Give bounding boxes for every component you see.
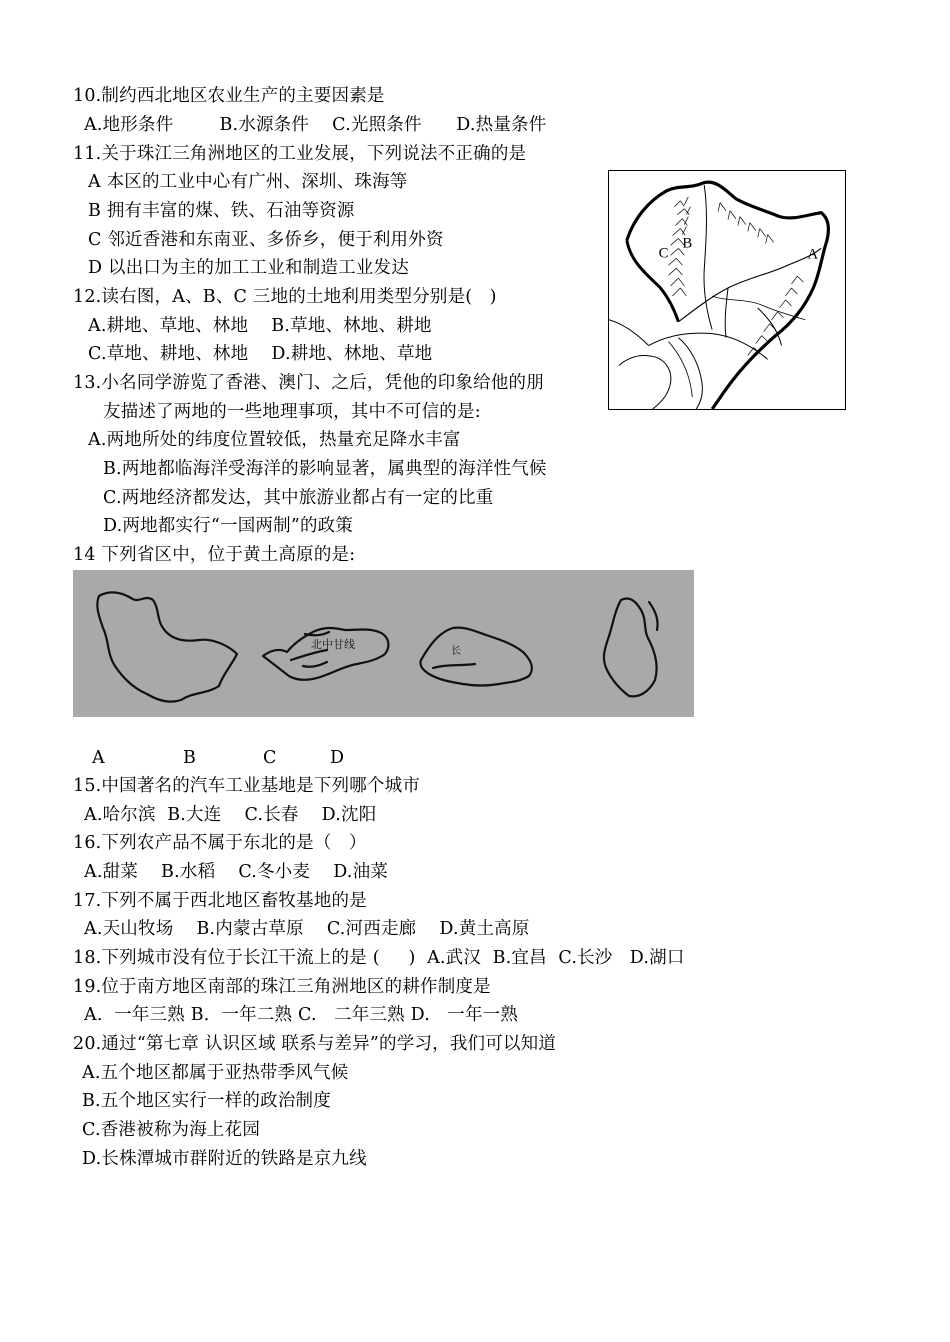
province-b-outline <box>263 628 388 680</box>
province-c-label: 长 <box>451 646 461 657</box>
q12-map <box>608 170 846 410</box>
map-label-a: A <box>807 246 819 263</box>
province-c-inner <box>433 664 475 668</box>
q20-option-b: B.五个地区实行一样的政治制度 <box>82 1091 331 1111</box>
province-d-outline <box>604 598 657 696</box>
q16-stem: 16.下列农产品不属于东北的是（ ） <box>73 833 367 853</box>
q20-option-a: A.五个地区都属于亚热带季风气候 <box>82 1063 349 1083</box>
q15-stem: 15.中国著名的汽车工业基地是下列哪个城市 <box>73 776 421 796</box>
q17-options: A.天山牧场 B.内蒙古草原 C.河西走廊 D.黄土高原 <box>84 919 530 939</box>
q14-letter-c: C <box>263 748 277 768</box>
province-b-inner <box>291 650 327 667</box>
q11-stem: 11.关于珠江三角洲地区的工业发展，下列说法不正确的是 <box>73 144 527 164</box>
province-d-branch <box>649 602 658 630</box>
q11-option-d: D 以出口为主的加工工业和制造工业发达 <box>88 258 409 278</box>
q10-options: A.地形条件 B.水源条件 C.光照条件 D.热量条件 <box>84 115 547 135</box>
province-b-top <box>305 632 329 635</box>
q12-stem: 12.读右图，A、B、C 三地的土地利用类型分别是( ) <box>73 287 497 307</box>
q19-stem: 19.位于南方地区南部的珠江三角洲地区的耕作制度是 <box>73 977 491 997</box>
q10-stem: 10.制约西北地区农业生产的主要因素是 <box>73 86 385 106</box>
q19-options: A. 一年三熟 B．一年二熟 C. 二年三熟 D. 一年一熟 <box>84 1005 519 1025</box>
province-b-label: 北中甘线 <box>311 638 355 651</box>
q14-letter-a: A <box>92 748 105 768</box>
q15-options: A.哈尔滨 B.大连 C.长春 D.沈阳 <box>84 805 377 825</box>
q13-option-b: B.两地都临海洋受海洋的影响显著，属典型的海洋性气候 <box>103 459 547 479</box>
q12-options-1: A.耕地、草地、林地 B.草地、林地、耕地 <box>88 316 432 336</box>
q11-option-a: A 本区的工业中心有广州、深圳、珠海等 <box>88 172 408 192</box>
province-a-outline <box>97 592 237 701</box>
q17-stem: 17.下列不属于西北地区畜牧基地的是 <box>73 891 367 911</box>
q20-option-d: D.长株潭城市群附近的铁路是京九线 <box>82 1149 367 1169</box>
map-label-b: B <box>682 235 693 252</box>
q14-letter-b: B <box>183 748 196 768</box>
q20-stem: 20.通过“第七章 认识区域 联系与差异”的学习，我们可以知道 <box>73 1034 557 1054</box>
map-label-c: C <box>658 245 669 262</box>
q18-stem: 18.下列城市没有位于长江干流上的是 ( ) A.武汉 B.宜昌 C.长沙 D.湖口 <box>73 948 685 968</box>
q12-options-2: C.草地、耕地、林地 D.耕地、林地、草地 <box>88 344 433 364</box>
q14-stem: 14 下列省区中，位于黄土高原的是: <box>73 545 356 565</box>
province-c-outline <box>420 628 531 686</box>
q13-stem-2: 友描述了两地的一些地理事项，其中不可信的是: <box>103 402 481 422</box>
q14-province-outlines <box>73 570 694 717</box>
northeast-map-figure <box>609 171 845 409</box>
q14-letter-d: D <box>330 748 345 768</box>
q13-stem-1: 13.小名同学游览了香港、澳门、之后，凭他的印象给他的朋 <box>73 373 544 393</box>
q13-option-c: C.两地经济都发达，其中旅游业都占有一定的比重 <box>103 488 494 508</box>
q13-option-d: D.两地都实行“一国两制”的政策 <box>103 516 354 536</box>
q11-option-b: B 拥有丰富的煤、铁、石油等资源 <box>88 201 355 221</box>
q16-options: A.甜菜 B.水稻 C.冬小麦 D.油菜 <box>84 862 388 882</box>
q13-option-a: A.两地所处的纬度位置较低，热量充足降水丰富 <box>88 430 461 450</box>
province-maps-figure <box>73 570 694 717</box>
q11-option-c: C 邻近香港和东南亚、多侨乡，便于利用外资 <box>88 230 444 250</box>
q20-option-c: C.香港被称为海上花园 <box>82 1120 261 1140</box>
